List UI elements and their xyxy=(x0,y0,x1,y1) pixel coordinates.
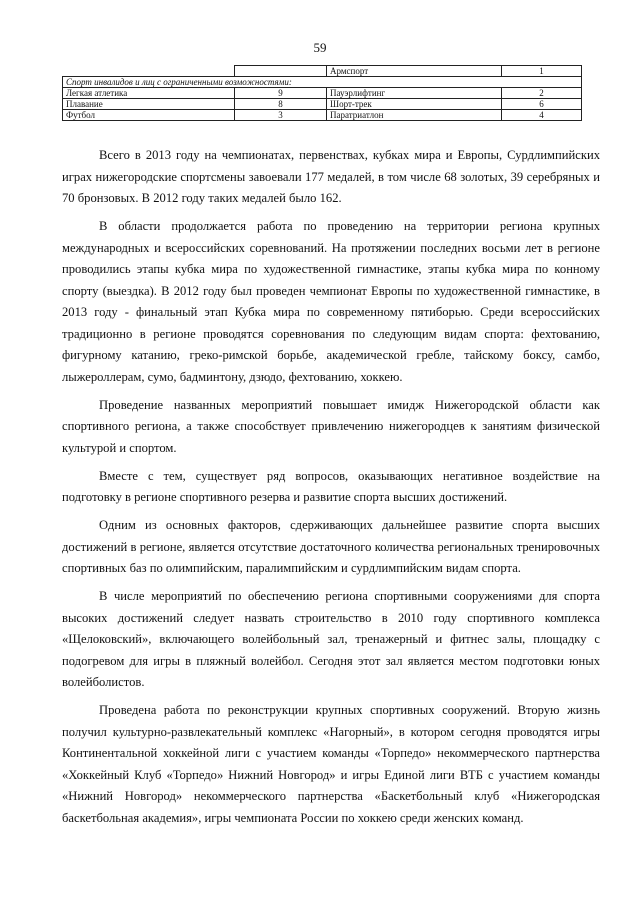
paragraph: В числе мероприятий по обеспечению региона спортивными сооружениями для спорта высоких достижений следует назвать строительство в 2010 году спортивного комплекса «Щелоковский», включающего волейбольный зал, тренажерный и фитнес залы, площадку с подогревом для игры в пляжный волейбол. Сегодня этот зал является местом подготовки юных волейболистов. xyxy=(62,589,600,689)
table-cell-count: 9 xyxy=(235,88,327,99)
page-number: 59 xyxy=(313,40,327,55)
table-cell-sport: Легкая атлетика xyxy=(63,88,235,99)
table-row xyxy=(63,88,582,99)
table-cell-empty xyxy=(235,66,327,77)
table-cell-sport: Паратриатлон xyxy=(327,110,502,121)
table-row xyxy=(63,99,582,110)
sports-medal-table xyxy=(62,65,582,121)
table-cell-count: 6 xyxy=(502,99,582,110)
table-cell-count: 4 xyxy=(502,110,582,121)
body-text xyxy=(62,145,600,836)
table-row xyxy=(63,110,582,121)
table-cell-empty xyxy=(63,66,235,77)
table-section-header: Спорт инвалидов и лиц с ограниченными возможностями: xyxy=(63,77,582,88)
table-cell-count: 2 xyxy=(502,88,582,99)
paragraph: Вместе с тем, существует ряд вопросов, оказывающих негативное воздействие на подготовку в регионе спортивного резерва и развитие спорта высших достижений. xyxy=(62,468,600,504)
table-section-row xyxy=(63,77,582,88)
paragraph: Проведение названных мероприятий повышает имидж Нижегородской области как спортивного региона, а также способствует привлечению нижегородцев к занятиям физической культурой и спортом. xyxy=(62,397,600,455)
paragraph: Одним из основных факторов, сдерживающих дальнейшее развитие спорта высших достижений в регионе, является отсутствие достаточного количества региональных тренировочных спортивных баз по олимпийским, паралимпийским и сурдлимпийским видам спорта. xyxy=(62,518,600,575)
table-cell-count: 3 xyxy=(235,110,327,121)
paragraph: Проведена работа по реконструкции крупных спортивных сооружений. Вторую жизнь получил культурно-развлекательный комплекс «Нагорный», в котором сегодня проводятся игры Континентальной хоккейной лиги с участием команды «Торпедо» некоммерческого партнерства «Хоккейный Клуб «Торпедо» Нижний Новгород» и игры Единой лиги ВТБ с участием команды «Нижний Новгород» некоммерческого партнерства «Баскетбольный клуб «Нижегородская баскетбольная академия», игры чемпионата России по хоккею среди женских команд. xyxy=(62,703,600,825)
table-cell-count: 1 xyxy=(502,66,582,77)
table-cell-count: 8 xyxy=(235,99,327,110)
table-cell-sport: Армспорт xyxy=(327,66,502,77)
table-cell-sport: Плавание xyxy=(63,99,235,110)
table-cell-sport: Шорт-трек xyxy=(327,99,502,110)
table-cell-sport: Футбол xyxy=(63,110,235,121)
paragraph: В области продолжается работа по проведению на территории региона крупных международных и всероссийских соревнований. На протяжении последних восьми лет в регионе проводились этапы кубка мира по художественной гимнастике, этапы кубка мира по конному спорту (выездка). В 2012 году был проведен чемпионат Европы по художественной гимнастике, в 2013 году - финальный этап Кубка мира по современному пятиборью. Среди всероссийских традиционно в регионе проводятся соревнования по следующим видам спорта: фехтованию, фигурному катанию, греко-римской борьбе, академической гребле, тайскому боксу, самбо, лыжероллерам, сумо, бадминтону, дзюдо, фехтованию, хоккею. xyxy=(62,219,600,384)
table-row xyxy=(63,66,582,77)
paragraph: Всего в 2013 году на чемпионатах, первенствах, кубках мира и Европы, Сурдлимпийских играх нижегородские спортсмены завоевали 177 медалей, в том числе 68 золотых, 39 серебряных и 70 бронзовых. В 2012 году таких медалей было 162. xyxy=(62,148,600,205)
table-cell-sport: Пауэрлифтинг xyxy=(327,88,502,99)
